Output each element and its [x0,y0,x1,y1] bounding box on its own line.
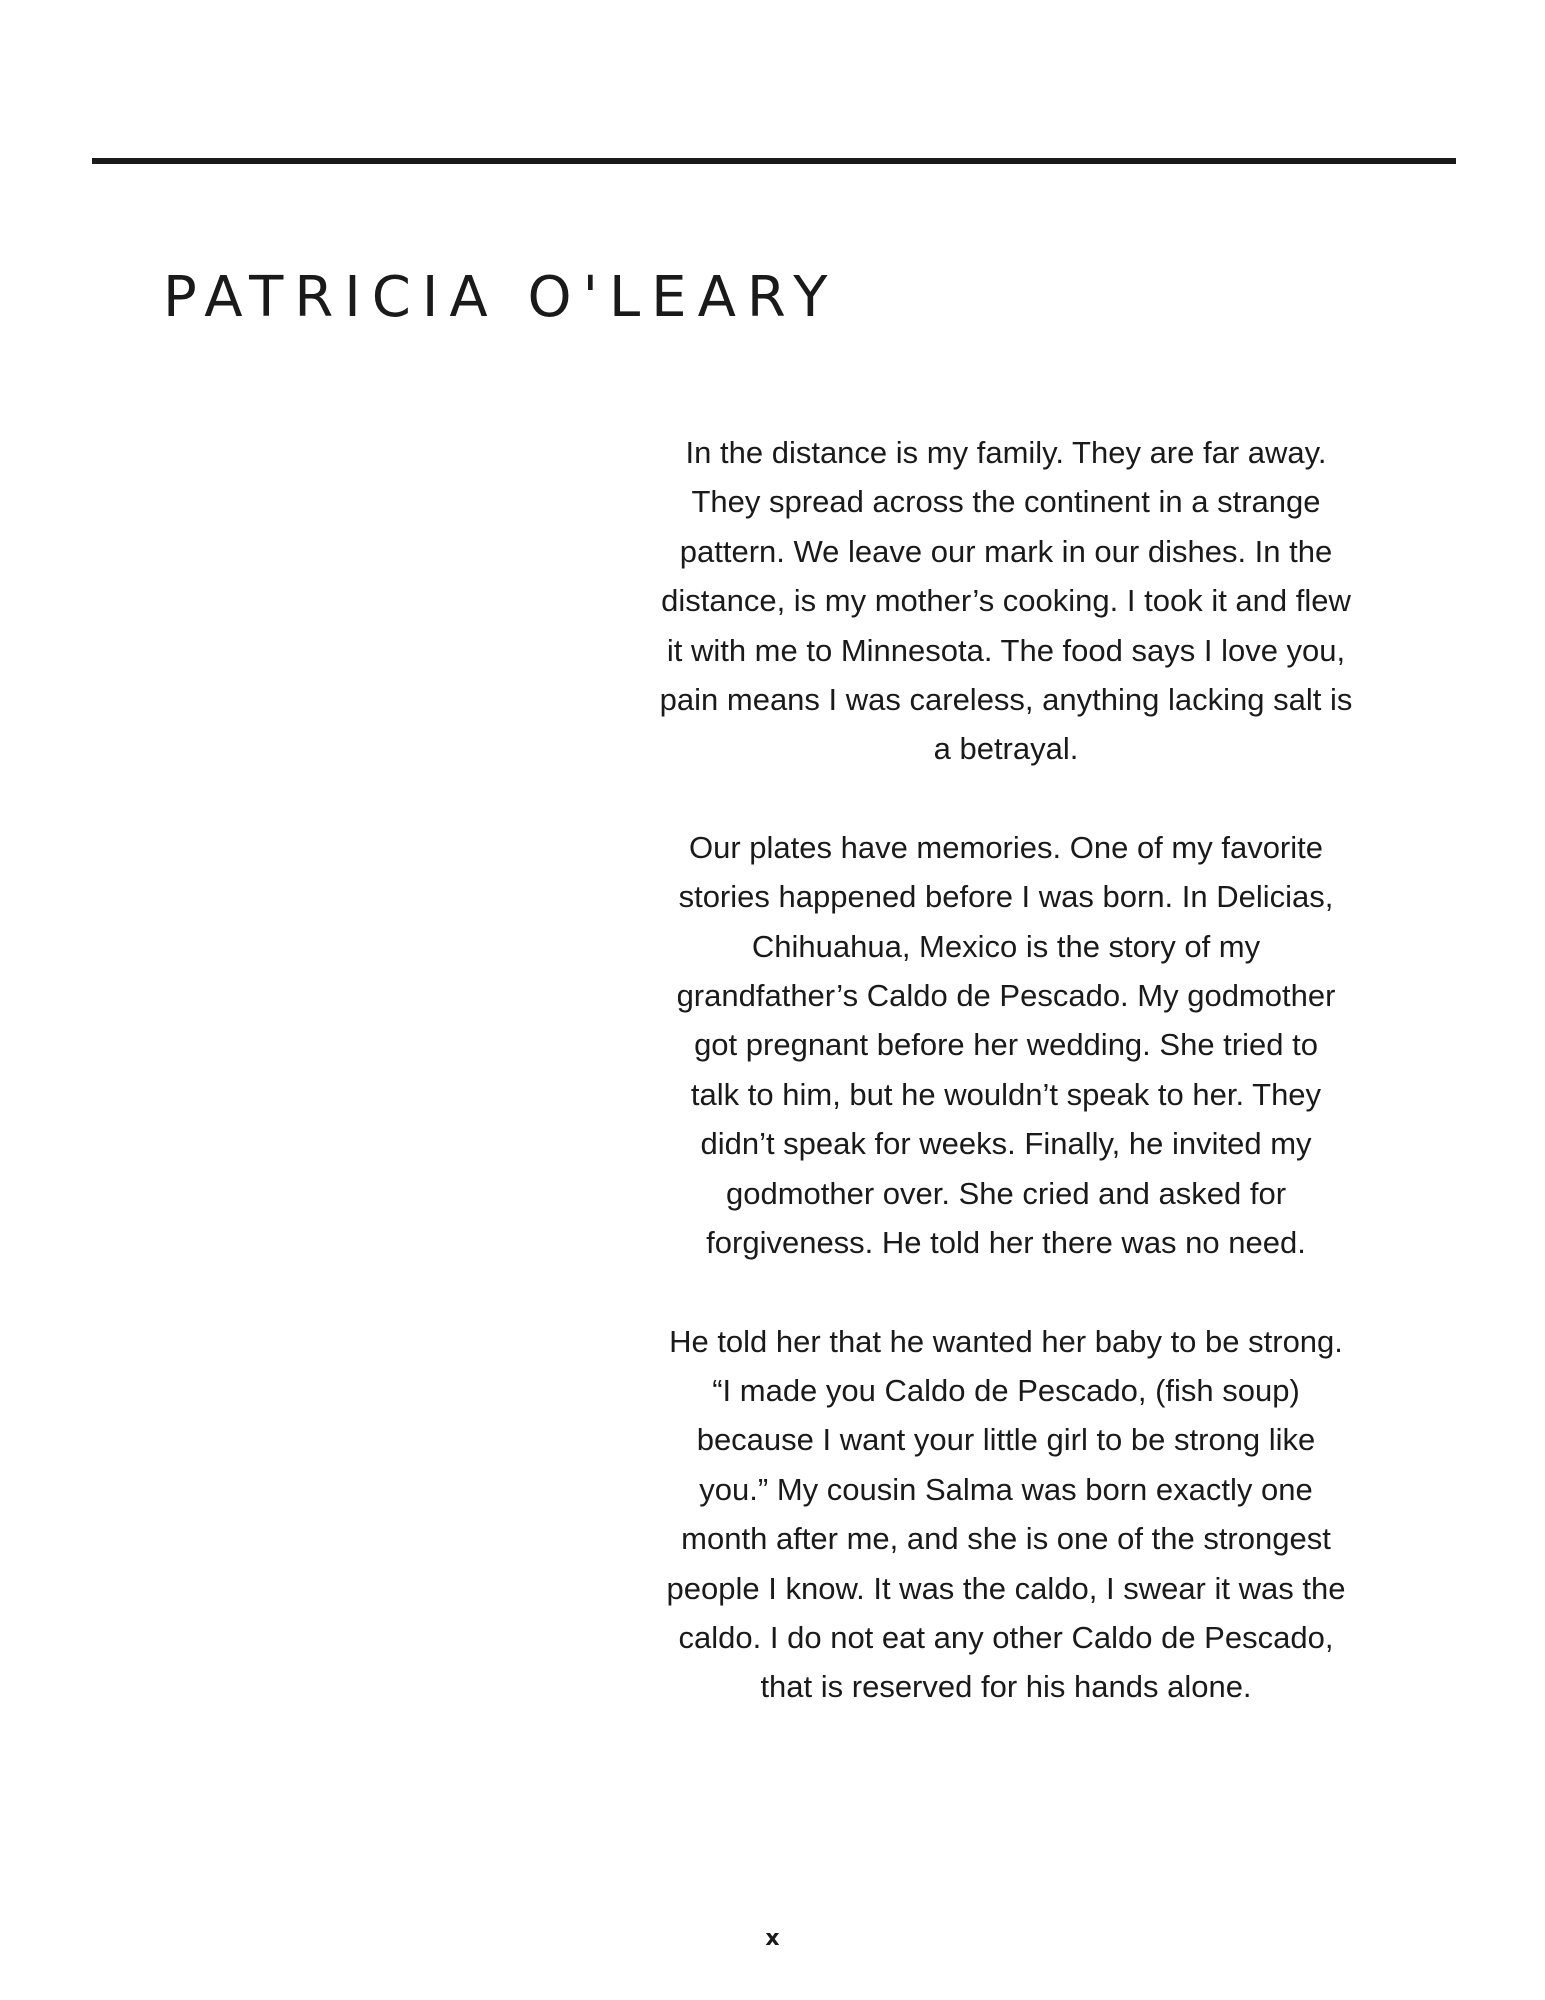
text-line: In the distance is my family. They are far away. [685,435,1327,470]
text-line: distance, is my mother’s cooking. I took it and flew [661,583,1351,619]
text-line: pattern. We leave our mark in our dishes. In the [679,533,1333,569]
text-line: Chihuahua, Mexico is the story of my [751,928,1261,964]
paragraph-3 [615,1317,1397,1712]
text-line: didn’t speak for weeks. Finally, he invited my [700,1126,1312,1162]
text-line: They spread across the continent in a strange [691,484,1321,520]
text-line: you.” My cousin Salma was born exactly one [699,1471,1313,1507]
text-line: grandfather’s Caldo de Pescado. My godmother [676,978,1336,1014]
text-line: got pregnant before her wedding. She tried to [694,1027,1318,1063]
text-line: Our plates have memories. One of my favorite [688,829,1324,865]
top-rule-divider [92,158,1456,164]
text-line: it with me to Minnesota. The food says I love you, [666,632,1346,668]
text-line: because I want your little girl to be strong like [696,1422,1316,1458]
paragraph-1 [615,428,1397,774]
text-line: pain means I was careless, anything lacking salt is [659,682,1353,718]
author-name: PATRICIA O'LEARY [163,265,839,330]
text-line: that is reserved for his hands alone. [760,1669,1252,1705]
prose-body [615,428,1397,1712]
text-line: He told her that he wanted her baby to be strong. [669,1323,1343,1359]
text-line: “I made you Caldo de Pescado, (fish soup) [712,1372,1300,1408]
text-line: stories happened before I was born. In Delicias, [678,879,1334,915]
page-number: x [765,1926,780,1951]
text-line: godmother over. She cried and asked for [725,1175,1287,1211]
text-line: talk to him, but he wouldn’t speak to her. They [690,1076,1322,1112]
text-line: people I know. It was the caldo, I swear it was the [666,1570,1346,1606]
text-line: caldo. I do not eat any other Caldo de Pescado, [678,1619,1334,1655]
text-line: forgiveness. He told her there was no need. [706,1225,1306,1261]
text-line: a betrayal. [933,731,1079,767]
text-line: month after me, and she is one of the strongest [681,1521,1331,1557]
paragraph-2 [615,823,1397,1268]
